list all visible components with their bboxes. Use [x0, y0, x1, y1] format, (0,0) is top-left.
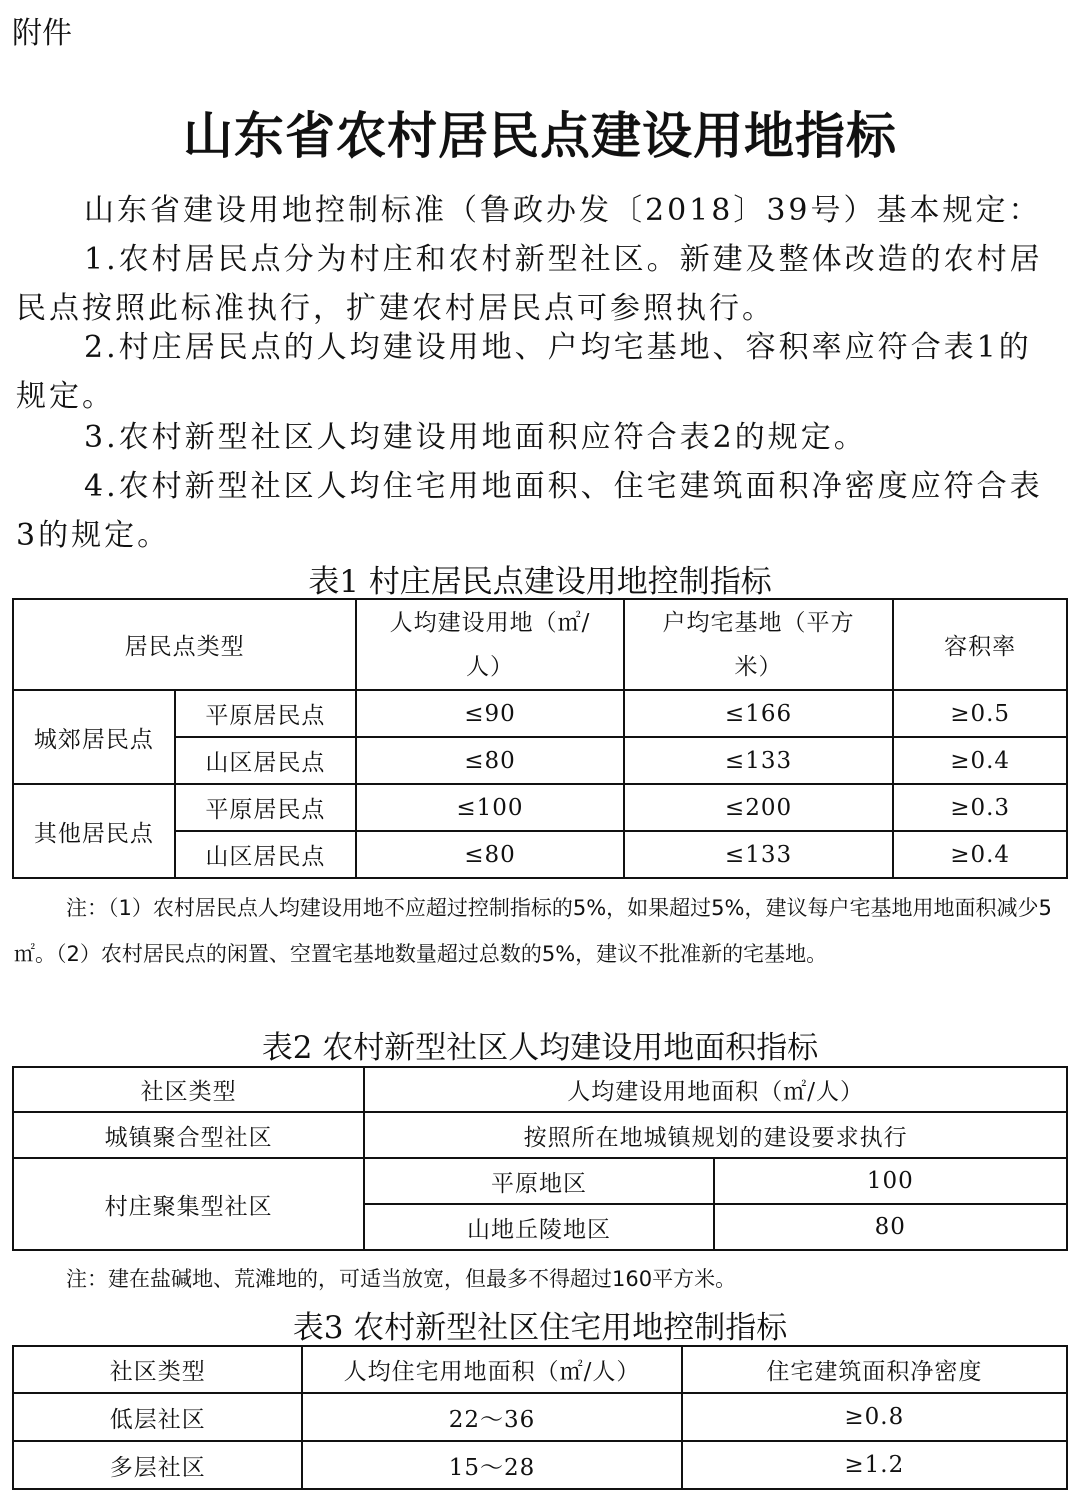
table3-header-density: 住宅建筑面积净密度 — [682, 1346, 1067, 1393]
table2-value: 80 — [714, 1204, 1067, 1250]
table3-header-area: 人均住宅用地面积（㎡/人） — [302, 1346, 681, 1393]
table1-far: ≥0.5 — [893, 690, 1067, 737]
table2 — [12, 1066, 1068, 1251]
table2-sub-region: 山地丘陵地区 — [364, 1204, 713, 1250]
table1-sub-type: 平原居民点 — [175, 690, 357, 737]
table1-header-row — [13, 599, 1067, 690]
table3-header-type: 社区类型 — [13, 1346, 302, 1393]
table2-caption: 表2 农村新型社区人均建设用地面积指标 — [261, 1030, 819, 1066]
table1-sub-type: 山区居民点 — [175, 737, 357, 784]
attachment-label: 附件 — [12, 16, 72, 51]
table1-group-name: 城郊居民点 — [13, 690, 175, 784]
table1-header-per-household: 户均宅基地（平方米） — [624, 599, 894, 690]
table1 — [12, 598, 1068, 879]
table3-type: 低层社区 — [13, 1393, 302, 1441]
table3-caption: 表3 农村新型社区住宅用地控制指标 — [292, 1310, 788, 1346]
table3-area: 22～36 — [302, 1393, 681, 1441]
table1-per-household: ≤200 — [624, 784, 894, 831]
table-row — [13, 1112, 1067, 1158]
table1-per-capita: ≤80 — [356, 831, 624, 878]
page-title: 山东省农村居民点建设用地指标 — [183, 107, 897, 165]
table2-header-area: 人均建设用地面积（㎡/人） — [364, 1067, 1067, 1112]
table2-note: 注：建在盐碱地、荒滩地的，可适当放宽，但最多不得超过160平方米。 — [66, 1267, 737, 1291]
table1-caption: 表1 村庄居民点建设用地控制指标 — [308, 564, 772, 600]
table1-far: ≥0.4 — [893, 831, 1067, 878]
intro-item-3: 3.农村新型社区人均建设用地面积应符合表2的规定。 — [84, 420, 867, 455]
table1-far: ≥0.4 — [893, 737, 1067, 784]
table1-group-name: 其他居民点 — [13, 784, 175, 878]
table3-density: ≥0.8 — [682, 1393, 1067, 1441]
table-row — [13, 1393, 1067, 1441]
intro-item-1: 1.农村居民点分为村庄和农村新型社区。新建及整体改造的农村居民点按照此标准执行，扩建农村居民点可参照执行。 — [16, 242, 1043, 326]
intro-item-2: 2.村庄居民点的人均建设用地、户均宅基地、容积率应符合表1的规定。 — [16, 330, 1032, 414]
table1-note: 注：（1）农村居民点人均建设用地不应超过控制指标的5%，如果超过5%，建议每户宅基地用地面积减少5㎡。（2）农村居民点的闲置、空置宅基地数量超过总数的5%，建议不批准新的宅基地。 — [14, 896, 1052, 966]
table3-area: 15～28 — [302, 1441, 681, 1489]
intro-lead: 山东省建设用地控制标准（鲁政办发〔2018〕39号）基本规定： — [84, 193, 1042, 228]
table3-header-row — [13, 1346, 1067, 1393]
table1-per-capita: ≤100 — [356, 784, 624, 831]
table-row — [13, 1441, 1067, 1489]
table1-per-household: ≤133 — [624, 737, 894, 784]
table2-town-name: 城镇聚合型社区 — [13, 1112, 364, 1158]
table1-per-household: ≤133 — [624, 831, 894, 878]
table1-far: ≥0.3 — [893, 784, 1067, 831]
table3-type: 多层社区 — [13, 1441, 302, 1489]
table1-sub-type: 平原居民点 — [175, 784, 357, 831]
table-row — [13, 690, 1067, 737]
table1-sub-type: 山区居民点 — [175, 831, 357, 878]
table-row — [13, 784, 1067, 831]
table2-header-row — [13, 1067, 1067, 1112]
table1-per-household: ≤166 — [624, 690, 894, 737]
table2-value: 100 — [714, 1158, 1067, 1204]
table2-village-name: 村庄聚集型社区 — [13, 1158, 364, 1250]
table2-sub-region: 平原地区 — [364, 1158, 713, 1204]
table1-header-far: 容积率 — [893, 599, 1067, 690]
table2-town-value: 按照所在地城镇规划的建设要求执行 — [364, 1112, 1067, 1158]
intro-item-4: 4.农村新型社区人均住宅用地面积、住宅建筑面积净密度应符合表3的规定。 — [16, 469, 1043, 553]
table2-header-type: 社区类型 — [13, 1067, 364, 1112]
table3-density: ≥1.2 — [682, 1441, 1067, 1489]
table3 — [12, 1345, 1068, 1490]
table1-header-per-capita: 人均建设用地（㎡/人） — [356, 599, 624, 690]
table-row — [13, 1158, 1067, 1204]
table1-per-capita: ≤90 — [356, 690, 624, 737]
table1-header-type: 居民点类型 — [13, 599, 356, 690]
table1-per-capita: ≤80 — [356, 737, 624, 784]
